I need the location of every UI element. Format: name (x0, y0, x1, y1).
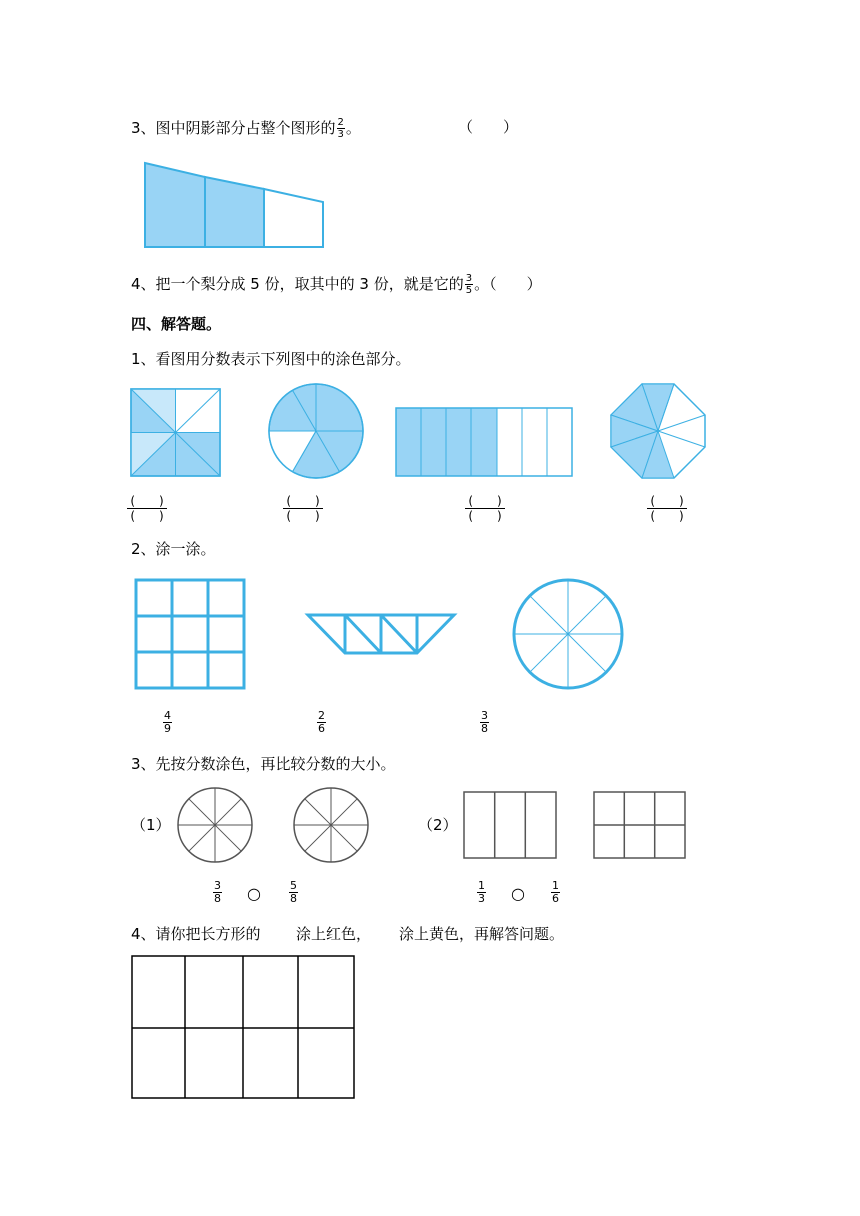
fraction-three-fifths: $\frac{3}{5}$ (465, 273, 473, 296)
answer-blank-q3[interactable]: （ ） (458, 118, 519, 136)
fraction-one-sixth: $\frac{1}{6}$ (552, 879, 559, 905)
part-2-title: 2、涂一涂。 (131, 540, 216, 558)
fraction-three-eighths: $\frac{3}{8}$ (481, 709, 488, 735)
question-3: 3、图中阴影部分占整个图形的 $\frac{2}{3}$ 。 (131, 117, 361, 140)
answer-fraction-3[interactable]: ( ) ( ) (465, 494, 505, 523)
answer-fraction-4[interactable]: ( ) ( ) (647, 494, 687, 523)
part-3-title: 3、先按分数涂色，再比较分数的大小。 (131, 755, 396, 773)
question-3-text: 3、图中阴影部分占整个图形的 (131, 119, 336, 137)
fraction-one-third: $\frac{1}{3}$ (478, 879, 485, 905)
fraction-two-thirds: $\frac{2}{3}$ (337, 117, 344, 140)
part-3-label-1: （1） (131, 816, 171, 834)
compare-circle-2[interactable]: ○ (511, 884, 525, 903)
fraction-five-eighths: $\frac{5}{8}$ (290, 879, 297, 905)
fraction-four-ninths: $\frac{4}{9}$ (164, 709, 171, 735)
section-heading: 四、解答题。 (131, 315, 222, 333)
part-3-label-2: （2） (418, 816, 458, 834)
answer-fraction-2[interactable]: ( ) ( ) (283, 494, 323, 523)
part-4-text-b: 涂上红色， (296, 925, 372, 943)
compare-circle-1[interactable]: ○ (247, 884, 261, 903)
question-4: 4、把一个梨分成 5 份，取其中的 3 份，就是它的 $\frac{3}{5}$ 。（ ） (131, 273, 542, 296)
fraction-two-sixths: $\frac{2}{6}$ (318, 709, 325, 735)
part-1-title: 1、看图用分数表示下列图中的涂色部分。 (131, 350, 411, 368)
part-4-text-a: 4、请你把长方形的 (131, 925, 261, 943)
fraction-three-eighths-b: $\frac{3}{8}$ (214, 879, 221, 905)
answer-fraction-1[interactable]: ( ) ( ) (127, 494, 167, 523)
part-4-text-c: 涂上黄色，再解答问题。 (399, 925, 565, 943)
